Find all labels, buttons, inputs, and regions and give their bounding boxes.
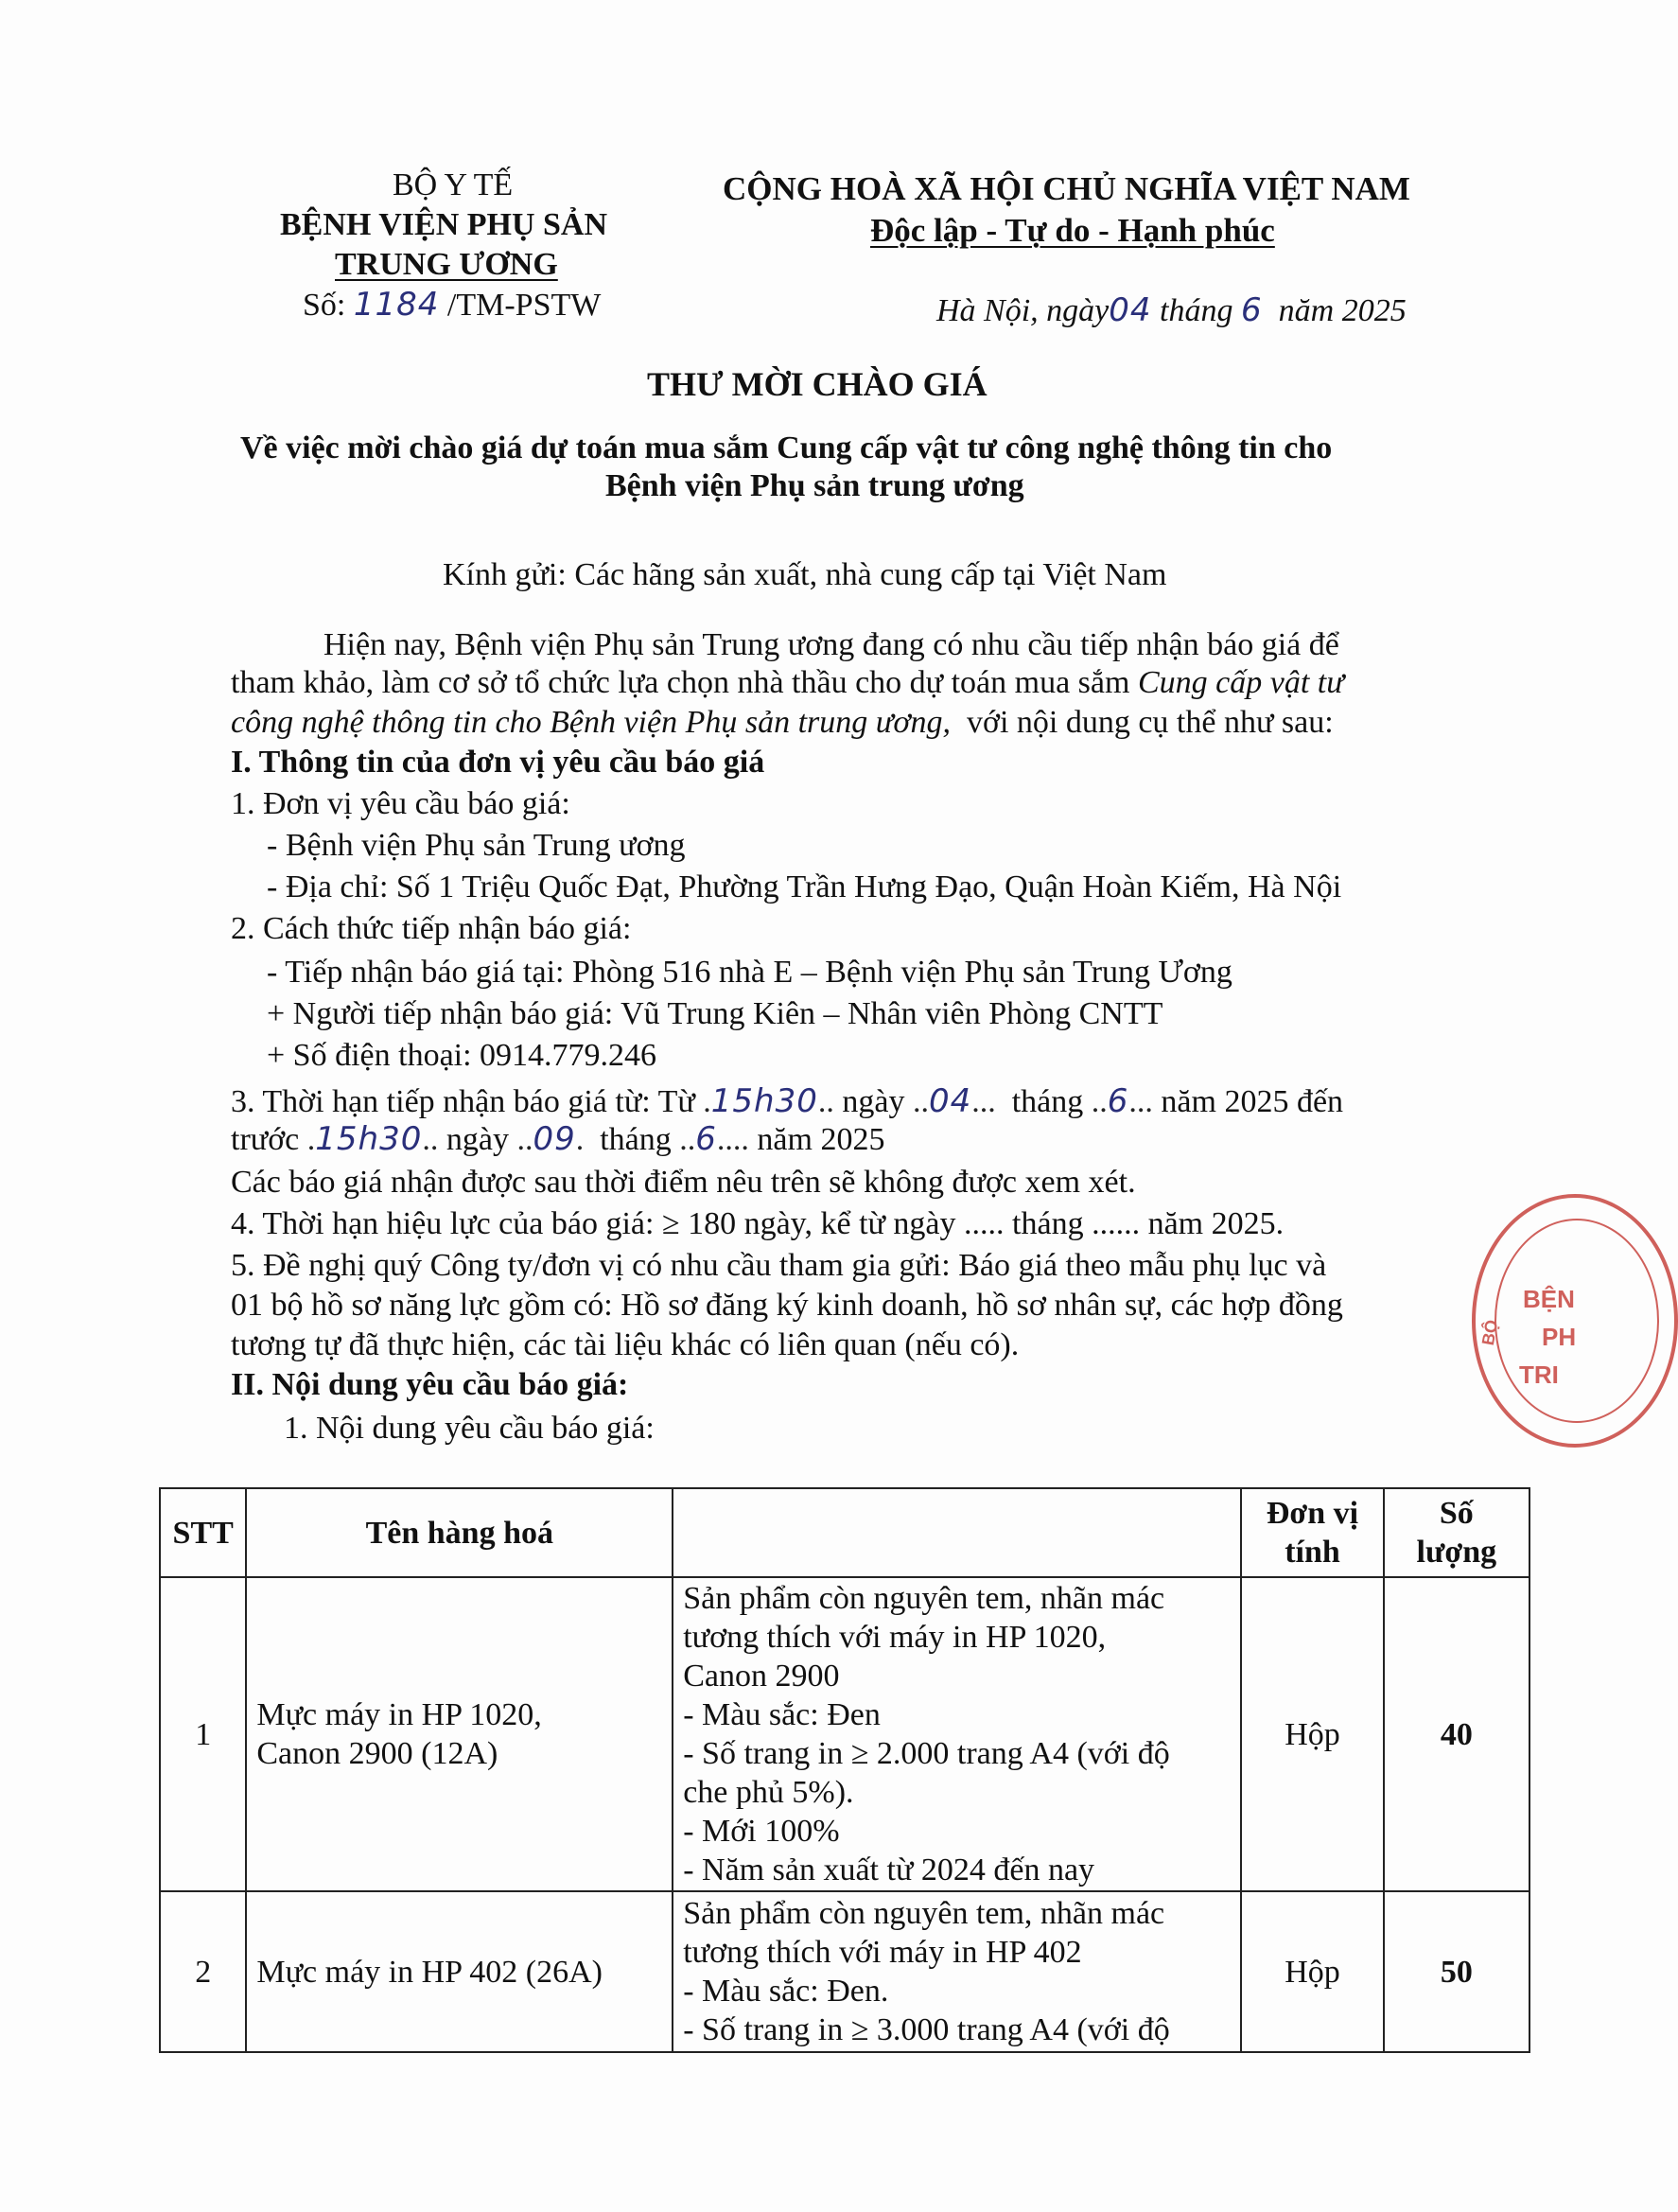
number-handwritten: 1184 (353, 286, 440, 324)
header-stt: STT (160, 1488, 246, 1577)
item3-month-label2: tháng (600, 1122, 672, 1157)
row1-spec-line: - Mới 100% (683, 1814, 840, 1849)
row1-spec (673, 1577, 1241, 1891)
number-suffix: /TM-PSTW (446, 288, 602, 323)
section1-item5-line3: tương tự đã thực hiện, các tài liệu khác có liên quan (nếu có). (231, 1327, 1020, 1362)
header-qty-line2: lượng (1416, 1535, 1497, 1570)
row1-name-line2: Canon 2900 (12A) (256, 1736, 498, 1771)
intro-line2-italic: Cung cấp vật tư (1137, 665, 1344, 700)
row2-spec-line: tương thích với máy in HP 402 (683, 1935, 1082, 1970)
section2-item1: 1. Nội dung yêu cầu báo giá: (284, 1411, 655, 1446)
date-day: 04 (1109, 291, 1152, 329)
row2-stt: 2 (160, 1891, 246, 2052)
item3-month-label1: tháng (1011, 1084, 1084, 1119)
intro-line3-rest: với nội dung cụ thể như sau: (966, 705, 1334, 740)
item3-day1: 04 (928, 1082, 972, 1120)
stamp-text: PH (1542, 1323, 1577, 1351)
row1-spec-line: che phủ 5%). (683, 1775, 854, 1810)
row2-name (246, 1891, 673, 2052)
republic-name: CỘNG HOÀ XÃ HỘI CHỦ NGHĨA VIỆT NAM (723, 170, 1410, 207)
item3-day-label2: ngày (446, 1122, 509, 1157)
table-header-row (160, 1488, 1529, 1577)
section1-item3-line2: trước .15h30.. ngày ..09. tháng ..6.... năm 2025 (231, 1120, 885, 1158)
row2-spec (673, 1891, 1241, 2052)
section1-item2-a: - Tiếp nhận báo giá tại: Phòng 516 nhà E – Bệnh viện Phụ sản Trung Ương (267, 955, 1232, 990)
intro-line3 (231, 702, 1334, 744)
section1-item1-a: - Bệnh viện Phụ sản Trung ương (267, 828, 686, 863)
item3-time2: 15h30 (315, 1120, 423, 1158)
section1-item2-c: + Số điện thoại: 0914.779.246 (267, 1038, 657, 1073)
subject-line2: Bệnh viện Phụ sản trung ương (605, 468, 1024, 503)
stamp-inner-ring (1494, 1219, 1659, 1423)
item3-time1: 15h30 (710, 1082, 818, 1120)
header-qty-line1: Số (1439, 1496, 1474, 1531)
row1-qty: 40 (1384, 1577, 1529, 1891)
section1-heading: I. Thông tin của đơn vị yêu cầu báo giá (231, 745, 765, 780)
row1-stt: 1 (160, 1577, 246, 1891)
date-year: năm 2025 (1278, 293, 1407, 328)
intro-line2-text: tham khảo, làm cơ sở tổ chức lựa chọn nhà thầu cho dự toán mua sắm (231, 665, 1130, 700)
row2-name-line1: Mực máy in HP 402 (26A) (256, 1954, 603, 1990)
row1-spec-line: tương thích với máy in HP 1020, (683, 1620, 1107, 1655)
item3-day-label1: ngày (842, 1084, 905, 1119)
section1-item1-b: - Địa chỉ: Số 1 Triệu Quốc Đạt, Phường Trần Hưng Đạo, Quận Hoàn Kiếm, Hà Nội (267, 869, 1342, 904)
item3-month2: 6 (695, 1120, 717, 1158)
header-name: Tên hàng hoá (246, 1488, 673, 1577)
row1-spec-line: - Năm sản xuất từ 2024 đến nay (683, 1852, 1095, 1887)
row1-spec-line: Canon 2900 (683, 1659, 840, 1694)
row2-spec-line: Sản phẩm còn nguyên tem, nhãn mác (683, 1896, 1165, 1931)
recipient: Kính gửi: Các hãng sản xuất, nhà cung cấp tại Việt Nam (443, 557, 1167, 592)
items-table (159, 1487, 1530, 2053)
number-prefix: Số: (303, 288, 346, 323)
ministry-name: BỘ Y TẾ (393, 167, 514, 202)
document-number (303, 284, 601, 326)
date-prefix: Hà Nội, ngày (936, 293, 1110, 328)
item3-month1: 6 (1107, 1082, 1129, 1120)
stamp-text: BỆN (1523, 1285, 1575, 1313)
header-unit-line2: tính (1285, 1535, 1340, 1570)
row2-spec-line: - Màu sắc: Đen. (683, 1974, 889, 2009)
date-month-label: tháng (1160, 293, 1233, 328)
section1-item1: 1. Đơn vị yêu cầu báo giá: (231, 786, 570, 821)
item3-year1: năm 2025 đến (1161, 1084, 1344, 1119)
header-unit-line1: Đơn vị (1266, 1496, 1359, 1531)
intro-line2 (231, 662, 1344, 704)
item3-year2: năm 2025 (757, 1122, 885, 1157)
official-stamp (1472, 1194, 1678, 1448)
section1-item2: 2. Cách thức tiếp nhận báo giá: (231, 911, 632, 946)
section1-item5-line1: 5. Đề nghị quý Công ty/đơn vị có nhu cầu tham gia gửi: Báo giá theo mẫu phụ lục và (231, 1248, 1327, 1283)
section1-item3-line1: 3. Thời hạn tiếp nhận báo giá từ: Từ .15h30.. ngày ..04... tháng ..6... năm 2025 đến (231, 1082, 1344, 1120)
intro-line1: Hiện nay, Bệnh viện Phụ sản Trung ương đang có nhu cầu tiếp nhận báo giá để (323, 627, 1339, 662)
table-row (160, 1577, 1529, 1891)
date-month: 6 (1241, 291, 1263, 329)
stamp-text: TRI (1519, 1361, 1559, 1389)
header-unit (1241, 1488, 1383, 1577)
row2-unit: Hộp (1241, 1891, 1383, 2052)
intro-line3-italic: công nghệ thông tin cho Bệnh viện Phụ sản trung ương, (231, 705, 951, 740)
row2-spec-line: - Số trang in ≥ 3.000 trang A4 (với độ (683, 2012, 1170, 2047)
section1-item3-note: Các báo giá nhận được sau thời điểm nêu trên sẽ không được xem xét. (231, 1165, 1136, 1200)
item3-prefix: 3. Thời hạn tiếp nhận báo giá từ: Từ (231, 1084, 695, 1119)
hospital-name-line2: TRUNG ƯƠNG (335, 247, 558, 282)
section1-item2-b: + Người tiếp nhận báo giá: Vũ Trung Kiên – Nhân viên Phòng CNTT (267, 996, 1163, 1031)
document-title: THƯ MỜI CHÀO GIÁ (647, 365, 988, 403)
header-spec (673, 1488, 1241, 1577)
row1-name-line1: Mực máy in HP 1020, (256, 1697, 542, 1732)
stamp-text: BỘ (1477, 1318, 1502, 1347)
row1-spec-line: - Màu sắc: Đen (683, 1697, 881, 1732)
section1-item4: 4. Thời hạn hiệu lực của báo giá: ≥ 180 ngày, kể từ ngày ..... tháng ...... năm 2025. (231, 1206, 1285, 1241)
hospital-name-line1: BỆNH VIỆN PHỤ SẢN (280, 207, 608, 242)
header-qty (1384, 1488, 1529, 1577)
place-date (936, 290, 1407, 332)
table-row (160, 1891, 1529, 2052)
row1-spec-line: - Số trang in ≥ 2.000 trang A4 (với độ (683, 1736, 1170, 1771)
subject-line1: Về việc mời chào giá dự toán mua sắm Cung cấp vật tư công nghệ thông tin cho (240, 430, 1333, 465)
section1-item5-line2: 01 bộ hồ sơ năng lực gồm có: Hồ sơ đăng ký kinh doanh, hồ sơ nhân sự, các hợp đồng (231, 1288, 1343, 1323)
row2-qty: 50 (1384, 1891, 1529, 2052)
item3-day2: 09 (533, 1120, 576, 1158)
row1-spec-line: Sản phẩm còn nguyên tem, nhãn mác (683, 1581, 1165, 1616)
national-motto: Độc lập - Tự do - Hạnh phúc (870, 212, 1275, 249)
item3-before: trước (231, 1122, 300, 1157)
row1-unit: Hộp (1241, 1577, 1383, 1891)
section2-heading: II. Nội dung yêu cầu báo giá: (231, 1367, 629, 1402)
row1-name (246, 1577, 673, 1891)
